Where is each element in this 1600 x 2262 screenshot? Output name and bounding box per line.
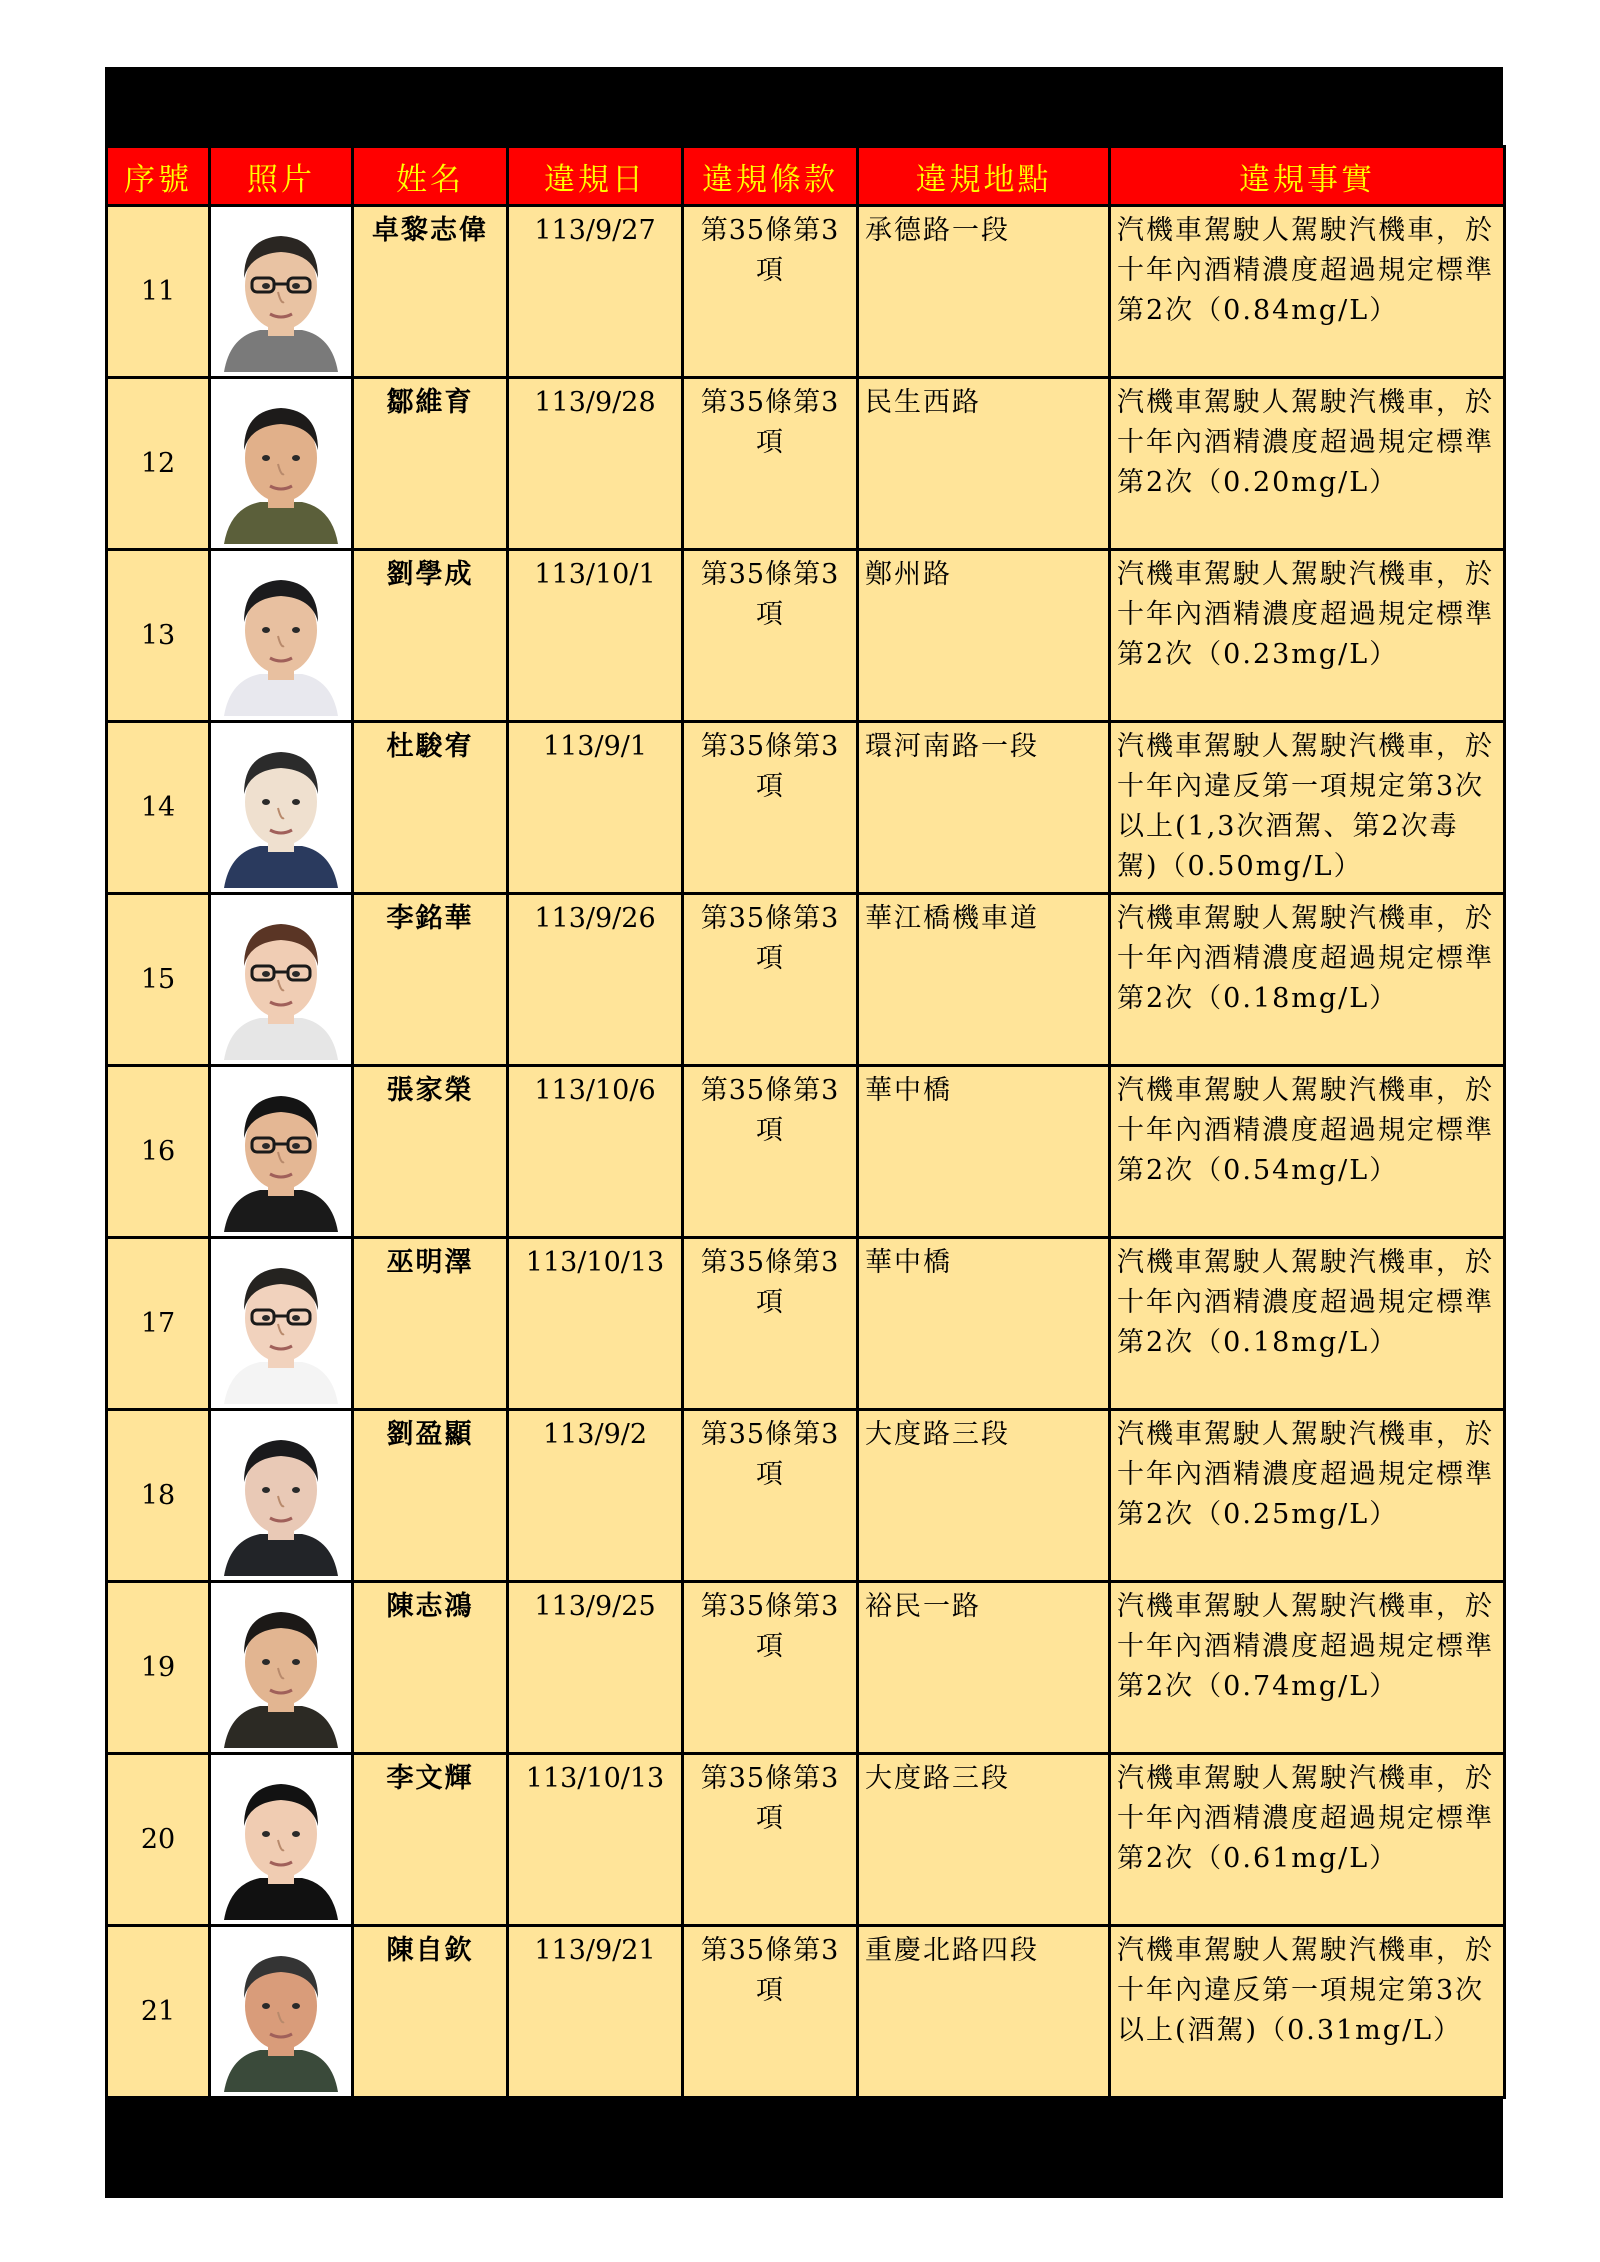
row-date: 113/10/13	[508, 1238, 683, 1410]
header-name: 姓名	[353, 147, 508, 206]
row-seq: 19	[107, 1582, 210, 1754]
violator-table	[105, 145, 1506, 2099]
row-date: 113/9/27	[508, 206, 683, 378]
header-date: 違規日	[508, 147, 683, 206]
table-row	[107, 1238, 1505, 1410]
row-name: 張家榮	[353, 1066, 508, 1238]
portrait-photo	[216, 1072, 346, 1232]
row-date: 113/9/26	[508, 894, 683, 1066]
row-name: 劉學成	[353, 550, 508, 722]
portrait-photo	[216, 384, 346, 544]
table-row	[107, 1754, 1505, 1926]
row-name: 陳自欽	[353, 1926, 508, 2098]
row-seq: 17	[107, 1238, 210, 1410]
row-name: 李文輝	[353, 1754, 508, 1926]
row-date: 113/9/1	[508, 722, 683, 894]
row-seq: 16	[107, 1066, 210, 1238]
row-location: 承德路一段	[858, 206, 1110, 378]
row-seq: 21	[107, 1926, 210, 2098]
row-photo	[210, 1410, 353, 1582]
row-law: 第35條第3項	[683, 1066, 858, 1238]
row-location: 大度路三段	[858, 1410, 1110, 1582]
row-law: 第35條第3項	[683, 378, 858, 550]
row-photo	[210, 1238, 353, 1410]
row-fact: 汽機車駕駛人駕駛汽機車，於十年內酒精濃度超過規定標準第2次（0.23mg/L）	[1110, 550, 1505, 722]
portrait-photo	[216, 1932, 346, 2092]
row-law: 第35條第3項	[683, 722, 858, 894]
header-row	[107, 147, 1505, 206]
row-law: 第35條第3項	[683, 1754, 858, 1926]
row-seq: 12	[107, 378, 210, 550]
row-name: 陳志鴻	[353, 1582, 508, 1754]
row-fact: 汽機車駕駛人駕駛汽機車，於十年內酒精濃度超過規定標準第2次（0.84mg/L）	[1110, 206, 1505, 378]
portrait-photo	[216, 212, 346, 372]
row-fact: 汽機車駕駛人駕駛汽機車，於十年內酒精濃度超過規定標準第2次（0.20mg/L）	[1110, 378, 1505, 550]
header-fact: 違規事實	[1110, 147, 1505, 206]
row-location: 華中橋	[858, 1238, 1110, 1410]
table-row	[107, 1582, 1505, 1754]
portrait-photo	[216, 728, 346, 888]
row-photo	[210, 378, 353, 550]
row-seq: 15	[107, 894, 210, 1066]
table-row	[107, 1926, 1505, 2098]
row-date: 113/9/25	[508, 1582, 683, 1754]
header-law: 違規條款	[683, 147, 858, 206]
portrait-photo	[216, 556, 346, 716]
row-fact: 汽機車駕駛人駕駛汽機車，於十年內酒精濃度超過規定標準第2次（0.74mg/L）	[1110, 1582, 1505, 1754]
row-location: 華中橋	[858, 1066, 1110, 1238]
row-law: 第35條第3項	[683, 206, 858, 378]
portrait-photo	[216, 1244, 346, 1404]
row-date: 113/9/21	[508, 1926, 683, 2098]
table-row	[107, 378, 1505, 550]
table-row	[107, 722, 1505, 894]
table-row	[107, 206, 1505, 378]
row-law: 第35條第3項	[683, 1926, 858, 2098]
row-seq: 13	[107, 550, 210, 722]
row-fact: 汽機車駕駛人駕駛汽機車，於十年內酒精濃度超過規定標準第2次（0.54mg/L）	[1110, 1066, 1505, 1238]
row-name: 鄒維育	[353, 378, 508, 550]
row-location: 鄭州路	[858, 550, 1110, 722]
row-location: 環河南路一段	[858, 722, 1110, 894]
row-fact: 汽機車駕駛人駕駛汽機車，於十年內酒精濃度超過規定標準第2次（0.61mg/L）	[1110, 1754, 1505, 1926]
row-photo	[210, 1754, 353, 1926]
row-location: 裕民一路	[858, 1582, 1110, 1754]
table-row	[107, 894, 1505, 1066]
row-law: 第35條第3項	[683, 1238, 858, 1410]
portrait-photo	[216, 1416, 346, 1576]
table-row	[107, 1410, 1505, 1582]
portrait-photo	[216, 1588, 346, 1748]
row-date: 113/9/28	[508, 378, 683, 550]
row-law: 第35條第3項	[683, 1582, 858, 1754]
row-location: 重慶北路四段	[858, 1926, 1110, 2098]
row-photo	[210, 1582, 353, 1754]
row-photo	[210, 1066, 353, 1238]
row-fact: 汽機車駕駛人駕駛汽機車，於十年內酒精濃度超過規定標準第2次（0.25mg/L）	[1110, 1410, 1505, 1582]
row-name: 劉盈顯	[353, 1410, 508, 1582]
row-date: 113/10/6	[508, 1066, 683, 1238]
header-location: 違規地點	[858, 147, 1110, 206]
portrait-photo	[216, 1760, 346, 1920]
row-location: 華江橋機車道	[858, 894, 1110, 1066]
row-seq: 18	[107, 1410, 210, 1582]
row-law: 第35條第3項	[683, 894, 858, 1066]
row-name: 巫明澤	[353, 1238, 508, 1410]
row-photo	[210, 722, 353, 894]
row-law: 第35條第3項	[683, 550, 858, 722]
row-date: 113/9/2	[508, 1410, 683, 1582]
header-photo: 照片	[210, 147, 353, 206]
row-seq: 11	[107, 206, 210, 378]
row-seq: 14	[107, 722, 210, 894]
row-name: 卓黎志偉	[353, 206, 508, 378]
row-photo	[210, 206, 353, 378]
row-fact: 汽機車駕駛人駕駛汽機車，於十年內違反第一項規定第3次以上(酒駕)（0.31mg/L）	[1110, 1926, 1505, 2098]
row-fact: 汽機車駕駛人駕駛汽機車，於十年內酒精濃度超過規定標準第2次（0.18mg/L）	[1110, 894, 1505, 1066]
table-row	[107, 550, 1505, 722]
row-date: 113/10/13	[508, 1754, 683, 1926]
row-name: 杜駿宥	[353, 722, 508, 894]
row-law: 第35條第3項	[683, 1410, 858, 1582]
row-fact: 汽機車駕駛人駕駛汽機車，於十年內酒精濃度超過規定標準第2次（0.18mg/L）	[1110, 1238, 1505, 1410]
row-date: 113/10/1	[508, 550, 683, 722]
row-name: 李銘華	[353, 894, 508, 1066]
header-seq: 序號	[107, 147, 210, 206]
row-photo	[210, 894, 353, 1066]
row-photo	[210, 550, 353, 722]
row-fact: 汽機車駕駛人駕駛汽機車，於十年內違反第一項規定第3次以上(1,3次酒駕、第2次毒駕)（0.50mg/L）	[1110, 722, 1505, 894]
row-location: 民生西路	[858, 378, 1110, 550]
table-row	[107, 1066, 1505, 1238]
portrait-photo	[216, 900, 346, 1060]
row-photo	[210, 1926, 353, 2098]
row-seq: 20	[107, 1754, 210, 1926]
row-location: 大度路三段	[858, 1754, 1110, 1926]
